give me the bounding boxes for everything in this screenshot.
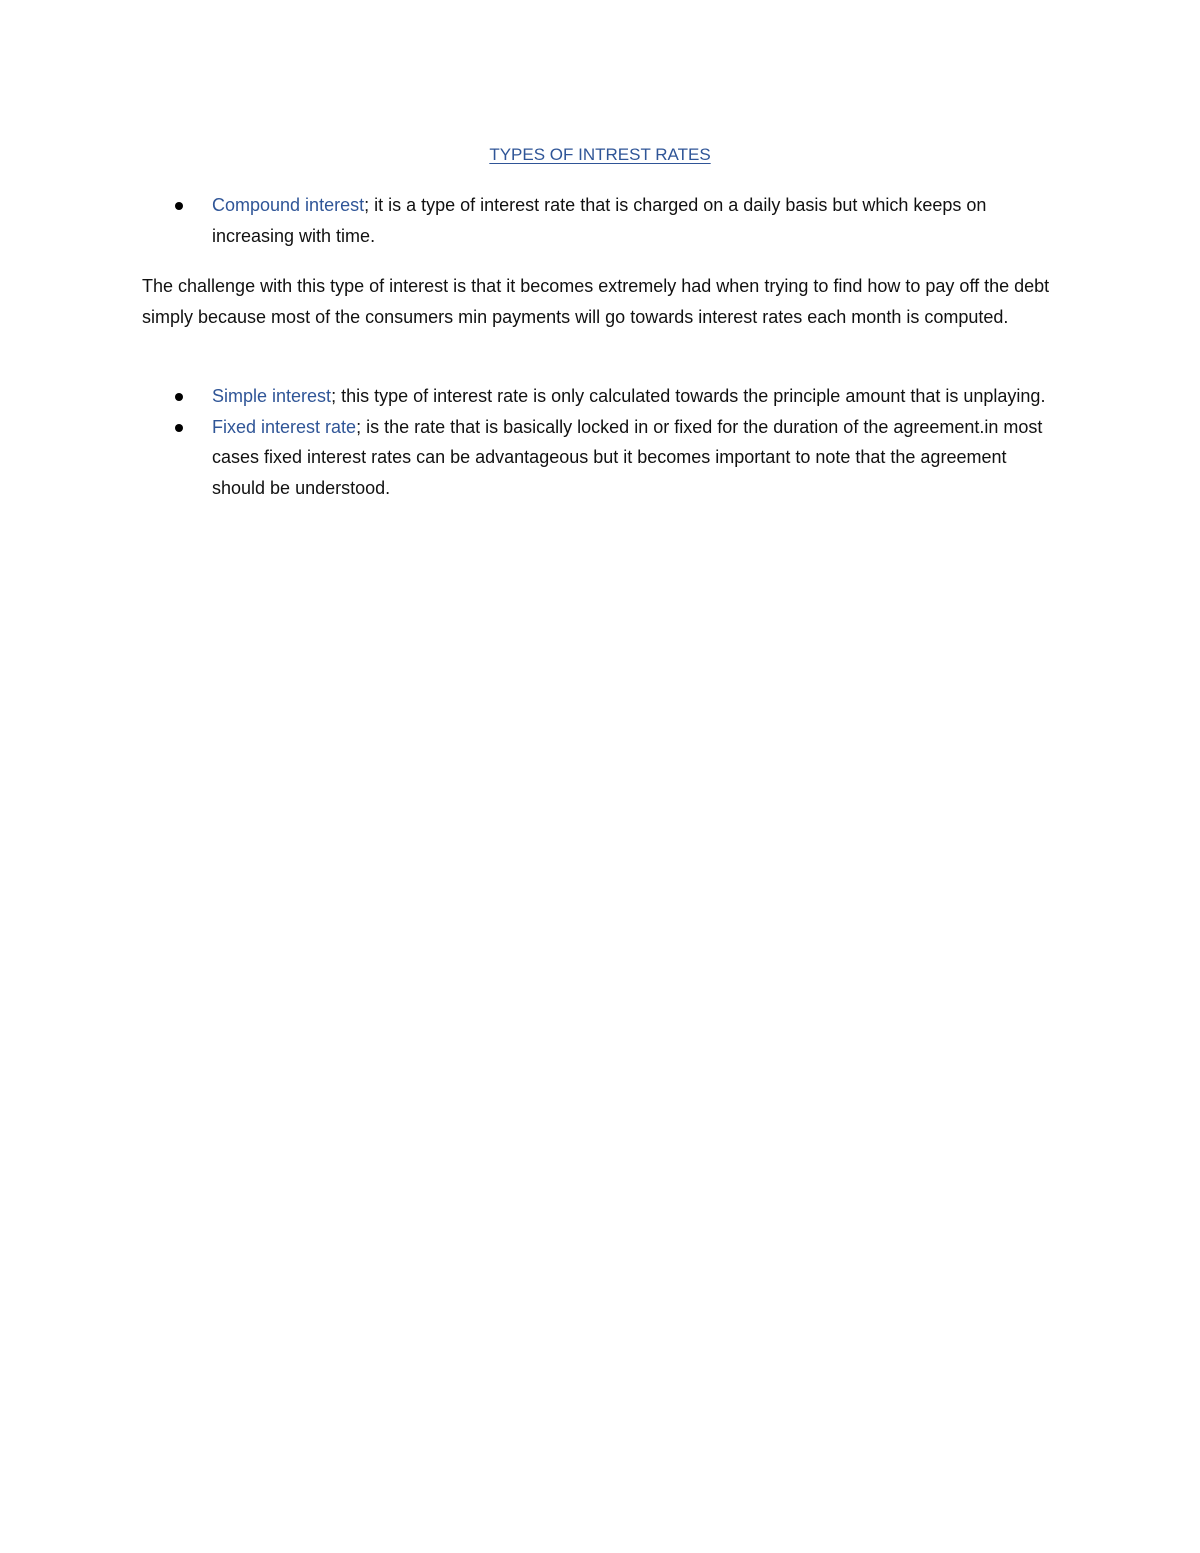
- term-simple-interest: Simple interest: [212, 386, 332, 406]
- bullet-icon: [175, 202, 183, 210]
- description-compound-interest: ; it is a type of interest rate that is charged on a daily basis but which keeps on increasing with time.: [212, 195, 987, 246]
- bullet-list-2: [0, 381, 1200, 503]
- description-simple-interest: ; this type of interest rate is only calculated towards the principle amount that is unplaying.: [331, 386, 1046, 406]
- list-item-fixed-interest-rate: [0, 412, 1052, 504]
- bullet-icon: [175, 424, 183, 432]
- term-fixed-interest-rate: Fixed interest rate: [212, 416, 357, 437]
- bullet-icon: [175, 393, 183, 401]
- bullet-list-1: [0, 190, 1200, 251]
- term-compound-interest: Compound interest: [212, 195, 365, 215]
- description-fixed-interest-rate: ; is the rate that is basically locked in or fixed for the duration of the agreement.in most cases fixed interest rates can be advantageous but it becomes important to note that the agreement should be understood.: [212, 416, 1043, 498]
- list-item-compound-interest: [0, 190, 1052, 251]
- page-title: TYPES OF INTREST RATES: [489, 145, 711, 164]
- body-paragraph: The challenge with this type of interest is that it becomes extremely had when trying to find how to pay off the debt simply because most of the consumers min payments will go towards interest rates each month is computed.: [142, 276, 1050, 327]
- list-item-simple-interest: [0, 381, 1052, 412]
